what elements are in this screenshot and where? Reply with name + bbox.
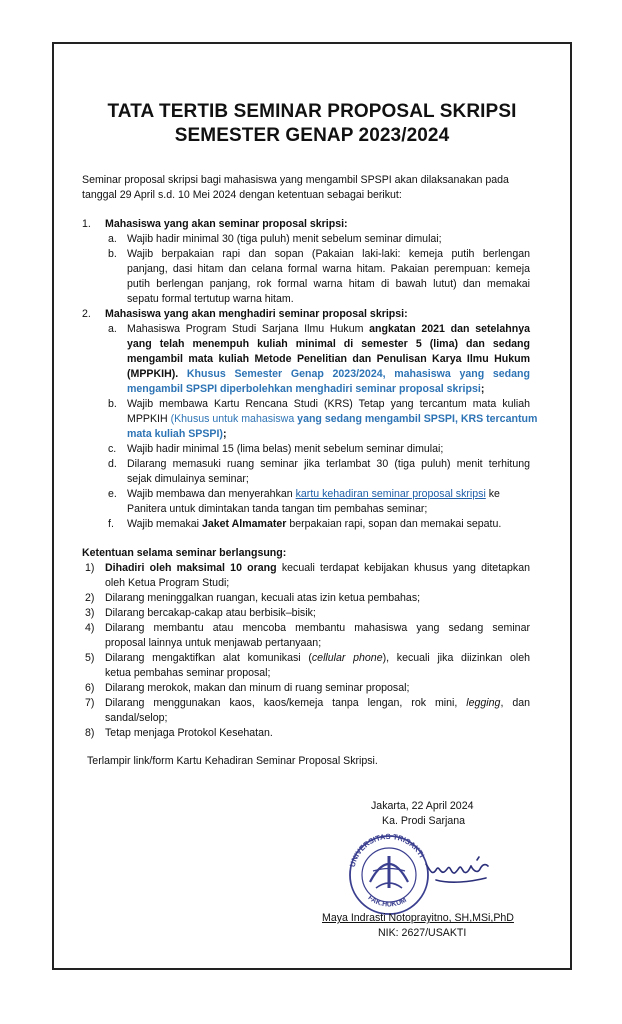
item-1b-line-2: panjang, dasi hitam dan celana formal warna hitam. Pakaian perempuan: kemeja [127, 263, 530, 275]
item-1a-mark: a. [108, 233, 117, 245]
rule-3-mark: 3) [85, 607, 95, 619]
item-2a-line-3: mengambil mata kuliah Metode Penelitian dan Penulisan Karya Ilmu Hukum [127, 353, 530, 365]
item-2b-mark: b. [108, 398, 117, 410]
rule-5-mark: 5) [85, 652, 95, 664]
item-2a-mark: a. [108, 323, 117, 335]
rule-6-text: Dilarang merokok, makan dan minum di ruang seminar proposal; [105, 682, 410, 694]
rule-1-line-2: oleh Ketua Program Studi; [105, 577, 230, 589]
handwritten-signature [426, 857, 488, 882]
item-2c-mark: c. [108, 443, 117, 455]
item-2d-mark: d. [108, 458, 117, 470]
rule-1-mark: 1) [85, 562, 95, 574]
svg-text:UNIVERSITAS TRISAKTI [348, 832, 427, 868]
item-2a-line-5: mengambil SPSPI diperbolehkan menghadiri seminar proposal skripsi; [127, 383, 485, 395]
item-2e-mark: e. [108, 488, 117, 500]
page-subtitle: SEMESTER GENAP 2023/2024 [174, 125, 450, 146]
intro-line-2: tanggal 29 April s.d. 10 Mei 2024 dengan ketentuan sebagai berikut: [82, 189, 402, 201]
item-1b-line-3: putih berlengan panjang, rok formal warna hitam di bawah lutut) dan memakai [127, 278, 530, 290]
rule-7-line-2: sandal/selop; [105, 712, 168, 724]
rule-5-line-1: Dilarang mengaktifkan alat komunikasi (cellular phone), kecuali jika diizinkan oleh [105, 652, 531, 664]
official-seal-and-signature [340, 826, 540, 916]
item-1b-line-1: Wajib berpakaian rapi dan sopan (Pakaian laki-laki: kemeja putih berlengan [127, 248, 530, 260]
kartu-kehadiran-link[interactable]: kartu kehadiran seminar proposal skripsi [295, 488, 486, 500]
rule-7-line-1: Dilarang menggunakan kaos, kaos/kemeja tanpa lengan, rok mini, legging, dan [105, 697, 530, 709]
item-1b-mark: b. [108, 248, 117, 260]
rule-6-mark: 6) [85, 682, 95, 694]
rules-heading: Ketentuan selama seminar berlangsung: [82, 547, 287, 559]
rule-7-mark: 7) [85, 697, 95, 709]
signatory-nik: NIK: 2627/USAKTI [378, 927, 467, 939]
signatory-role: Ka. Prodi Sarjana [382, 815, 466, 827]
section-2-number: 2. [82, 308, 91, 320]
signatory-name: Maya Indrasti Notoprayitno, SH,MSi,PhD [322, 912, 514, 924]
rule-5-line-2: ketua pembahas seminar proposal; [105, 667, 271, 679]
item-2f-text: Wajib memakai Jaket Almamater berpakaian rapi, sopan dan memakai sepatu. [127, 518, 502, 530]
closing-note: Terlampir link/form Kartu Kehadiran Seminar Proposal Skripsi. [87, 755, 378, 767]
rule-2-text: Dilarang meninggalkan ruangan, kecuali atas izin ketua pembahas; [105, 592, 421, 604]
section-1-heading: Mahasiswa yang akan seminar proposal skripsi: [105, 218, 348, 230]
section-2-heading: Mahasiswa yang akan menghadiri seminar proposal skripsi: [105, 308, 408, 320]
section-1-number: 1. [82, 218, 91, 230]
item-2b-line-3: mata kuliah SPSPI); [127, 428, 227, 440]
item-2b-line-1: Wajib membawa Kartu Rencana Studi (KRS) Tetap yang tercantum mata kuliah [127, 398, 530, 410]
item-2e-line-1: Wajib membawa dan menyerahkan kartu kehadiran seminar proposal skripsi ke [127, 488, 500, 500]
item-2e-line-2: Panitera untuk dimintakan tanda tangan tim pembahas seminar; [127, 503, 428, 515]
svg-text:FAK.HUKUM [366, 895, 408, 909]
rule-4-mark: 4) [85, 622, 95, 634]
item-2a-line-2: yang telah menempuh kuliah minimal di semester 5 (lima) dan sedang [127, 338, 530, 350]
item-2f-mark: f. [108, 518, 114, 530]
intro-line-1: Seminar proposal skripsi bagi mahasiswa yang mengambil SPSPI akan dilaksanakan pada [82, 174, 509, 186]
item-2d-line-2: sejak dimulainya seminar; [127, 473, 249, 485]
rule-1-line-1: Dihadiri oleh maksimal 10 orang kecuali terdapat kebijakan khusus yang ditetapkan [105, 562, 530, 574]
place-date: Jakarta, 22 April 2024 [371, 800, 474, 812]
item-1a-text: Wajib hadir minimal 30 (tiga puluh) menit sebelum seminar dimulai; [127, 233, 442, 245]
rule-8-mark: 8) [85, 727, 95, 739]
item-2d-line-1: Dilarang memasuki ruang seminar jika terlambat 30 (tiga puluh) menit terhitung [127, 458, 530, 470]
item-1b-line-4: sepatu formal tertutup warna hitam. [127, 293, 294, 305]
item-2c-text: Wajib hadir minimal 15 (lima belas) menit sebelum seminar dimulai; [127, 443, 444, 455]
rule-2-mark: 2) [85, 592, 95, 604]
rule-8-text: Tetap menjaga Protokol Kesehatan. [105, 727, 273, 739]
rule-3-text: Dilarang bercakap-cakap atau berbisik–bisik; [105, 607, 316, 619]
seal-text-top: UNIVERSITAS TRISAKTI [347, 831, 427, 868]
item-2b-line-2: MPPKIH (Khusus untuk mahasiswa yang sedang mengambil SPSPI, KRS tercantum [127, 413, 538, 425]
item-2a-line-1: Mahasiswa Program Studi Sarjana Ilmu Hukum angkatan 2021 dan setelahnya [127, 323, 530, 335]
item-2a-line-4: (MPPKIH). Khusus Semester Genap 2023/2024, mahasiswa yang sedang [127, 368, 530, 380]
rule-4-line-2: proposal lainnya untuk menjawab pertanyaan; [105, 637, 322, 649]
seal-text-bottom: FAK.HUKUM [366, 894, 408, 909]
rule-4-line-1: Dilarang membantu atau mencoba membantu mahasiswa yang sedang seminar [105, 622, 530, 634]
page-title: TATA TERTIB SEMINAR PROPOSAL SKRIPSI [107, 101, 517, 122]
